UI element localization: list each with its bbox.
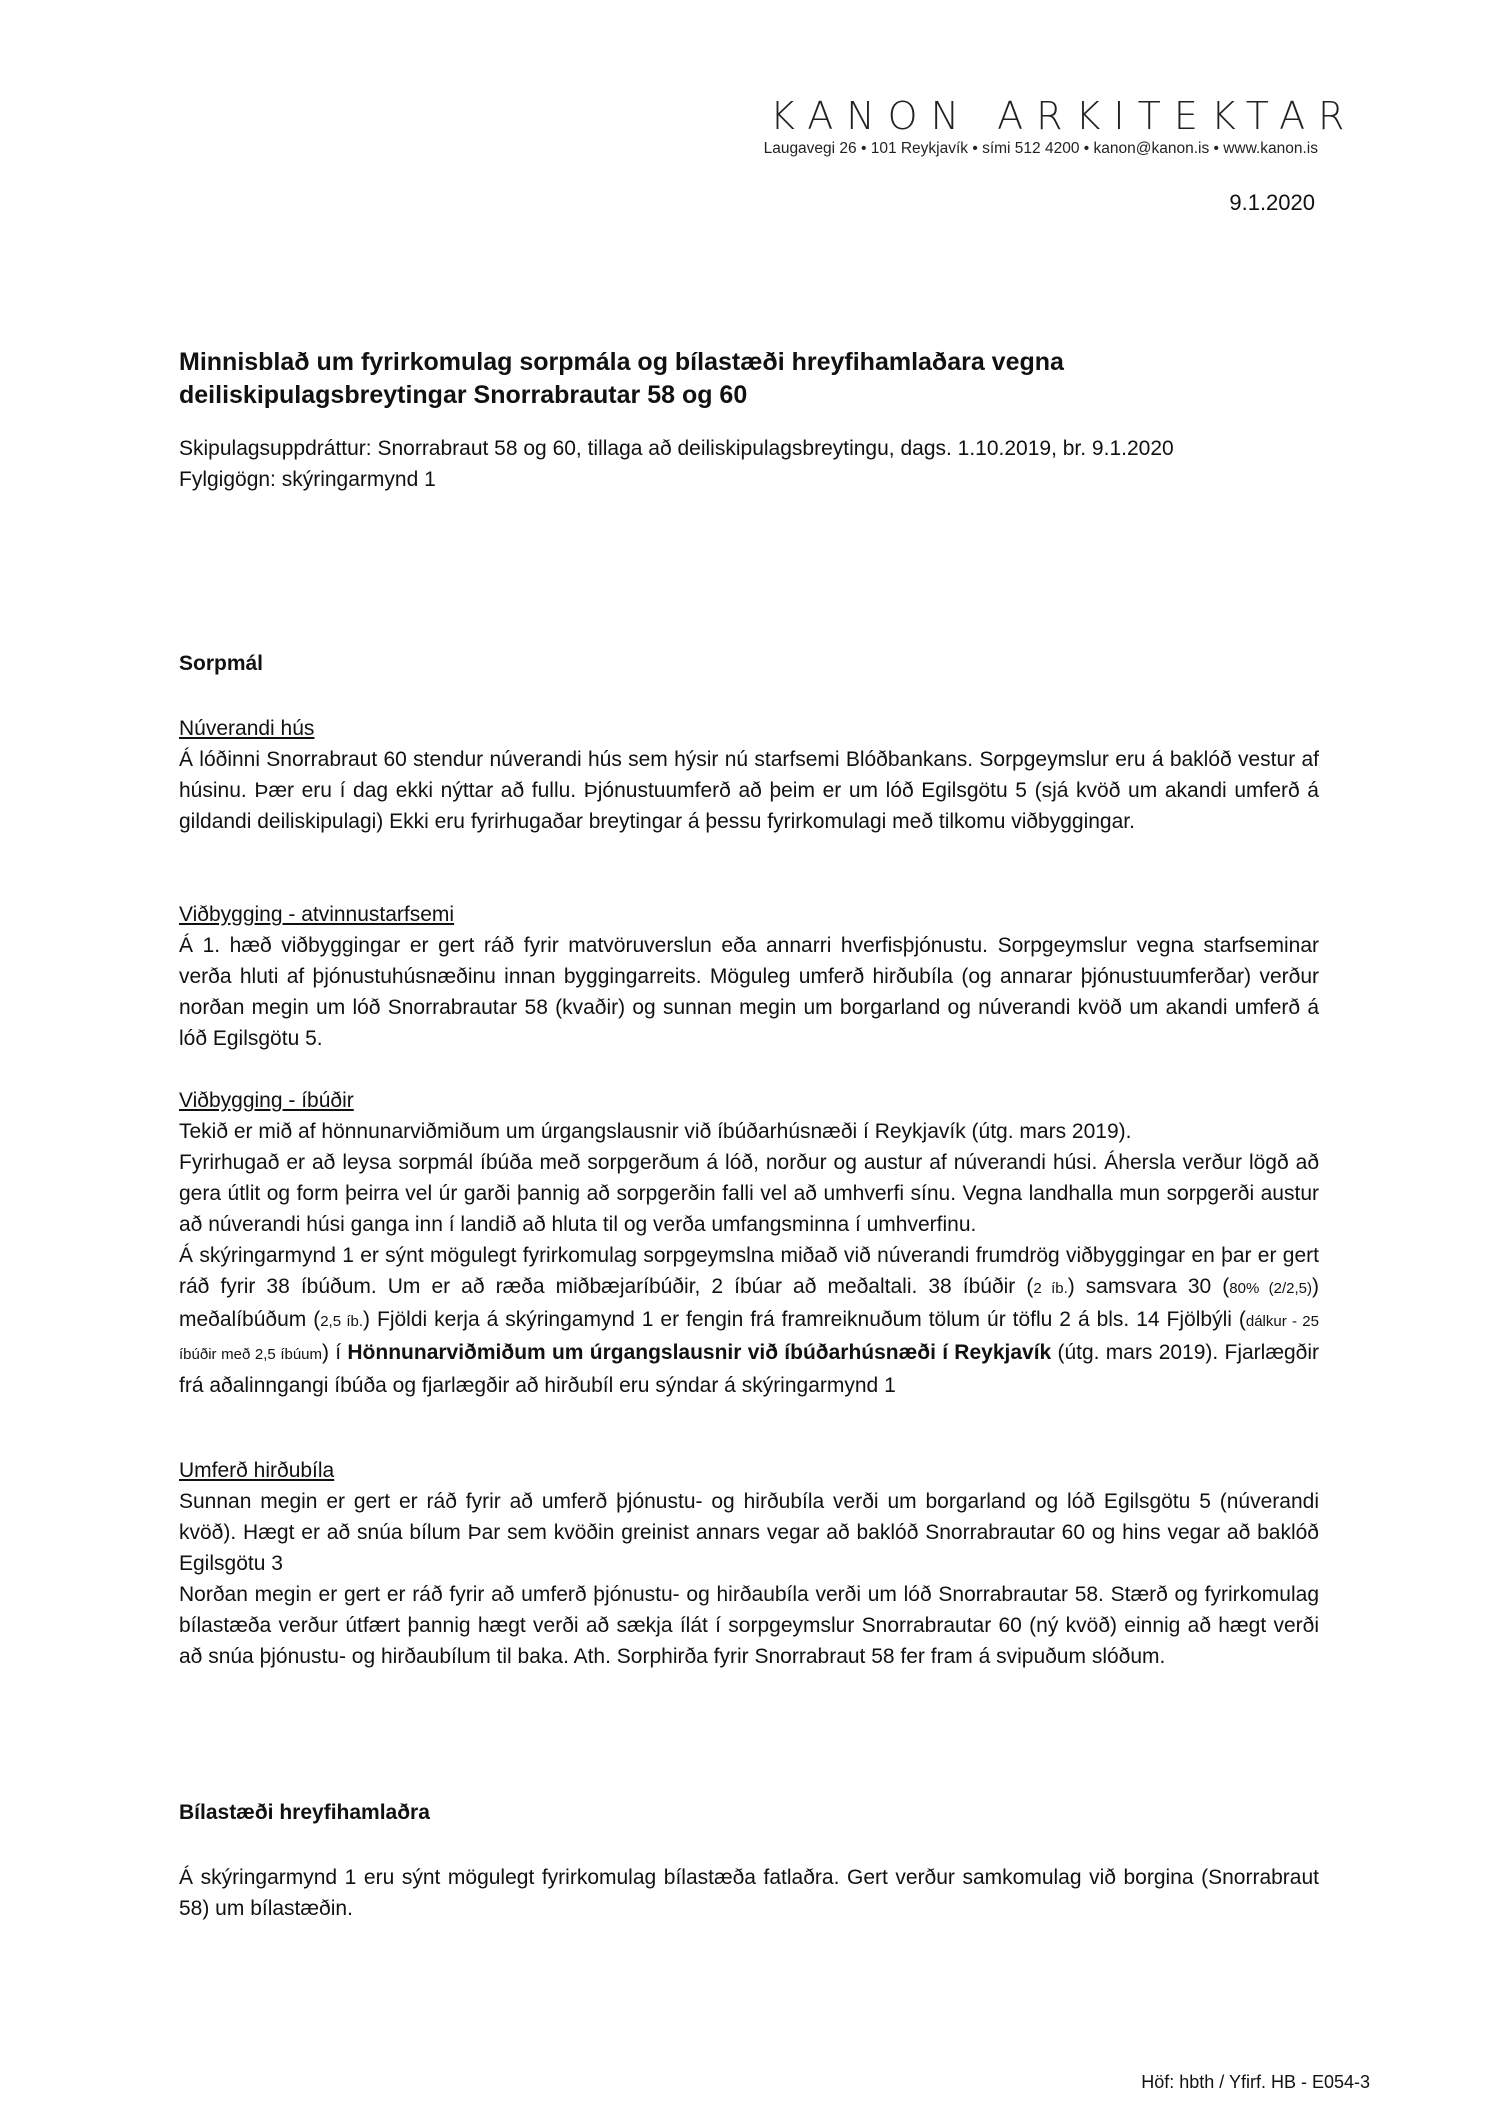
- paragraph-ibudir-2: Fyrirhugað er að leysa sorpmál íbúða með sorpgerðum á lóð, norður og austur af núverandi húsi. Áhersla verður lögð að gera útlit og form þeirra vel úr garði þannig að sorpgerðin falli vel að umhverfi sínu. Vegna landhalla mun sorpgerði austur að núverandi húsi ganga inn í landið að hluta til og verða umfangsminna í umhverfinu.: [179, 1151, 1319, 1236]
- document-footer: Höf: hbth / Yfirf. HB - E054-3: [1141, 2072, 1370, 2092]
- heading-bilastaedi: Bílastæði hreyfihamlaðra: [179, 1801, 430, 1824]
- section-nuverandi-hus: [179, 713, 1319, 837]
- paragraph-bilastaedi: Á skýringarmynd 1 eru sýnt mögulegt fyrirkomulag bílastæða fatlaðra. Gert verður samkomulag við borgina (Snorrabraut 58) um bílastæðin.: [179, 1866, 1319, 1920]
- company-logo: KANON ARKITEKTAR: [770, 94, 1358, 138]
- ibudir-3-text-c: ) samsvara 30 (: [1067, 1275, 1230, 1298]
- company-address: Laugavegi 26 • 101 Reykjavík • sími 512 4200 • kanon@kanon.is • www.kanon.is: [763, 140, 1318, 157]
- ibudir-3-bold-reference: Hönnunarviðmiðum um úrgangslausnir við íbúðarhúsnæði í Reykjavík: [347, 1341, 1052, 1364]
- ibudir-3-text-a: Á skýringarmynd 1 er sýnt mögulegt fyrirkomulag sorpgeymslna miðað við núverandi frumdrög viðbyggingar en þar er gert ráð fyrir 38 íbúðum. Um er að ræða miðbæjaríbúðir, 2 íbúar að meðaltali. 38 íbúðir (: [179, 1244, 1319, 1298]
- meta-line-1: Skipulagsuppdráttur: Snorrabraut 58 og 60, tillaga að deiliskipulagsbreytingu, dags. 1.10.2019, br. 9.1.2020: [179, 437, 1174, 460]
- ibudir-3-text-g: ) Fjöldi kerja á skýringamynd 1 er fengin frá framreiknuðum tölum úr töflu 2 á bls. 14 Fjölbýli (: [363, 1308, 1246, 1331]
- document-meta: [179, 433, 1329, 495]
- paragraph-nuverandi-hus: Á lóðinni Snorrabraut 60 stendur núverandi hús sem hýsir nú starfsemi Blóðbankans. Sorpgeymslur eru á baklóð vestur af húsinu. Þær eru í dag ekki nýttar að fullu. Þjónustuumferð að þeim er um lóð Egilsgötu 5 (sjá kvöð um akandi umferð á gildandi deiliskipulagi) Ekki eru fyrirhugaðar breytingar á þessu fyrirkomulagi með tilkomu viðbyggingar.: [179, 748, 1319, 833]
- paragraph-umferd-1: Sunnan megin er gert er ráð fyrir að umferð þjónustu- og hirðubíla verði um borgarland og lóð Egilsgötu 5 (núverandi kvöð). Hægt er að snúa bílum Þar sem kvöðin greinist annars vegar að baklóð Snorrabrautar 60 og hins vegar að baklóð Egilsgötu 3: [179, 1490, 1319, 1575]
- subheading-umferd-hirdubila: Umferð hirðubíla: [179, 1459, 335, 1482]
- section-umferd-hirdubila: [179, 1455, 1319, 1672]
- paragraph-ibudir-3: [179, 1240, 1319, 1401]
- meta-line-2: Fylgigögn: skýringarmynd 1: [179, 468, 436, 491]
- ibudir-3-text-e: ) meðalíbúðum (: [179, 1275, 1320, 1331]
- ibudir-3-small-d: 80% (2/2,5): [1229, 1280, 1313, 1297]
- paragraph-atvinnustarfsemi: Á 1. hæð viðbyggingar er gert ráð fyrir matvöruverslun eða annarri hverfisþjónustu. Sorpgeymslur vegna starfseminar verða hluti af þjónustuhúsnæðinu innan byggingarreits. Möguleg umferð hirðubíla (og annarar þjónustuumferðar) verður norðan megin um lóð Snorrabrautar 58 (kvaðir) og sunnan megin um borgarland og núverandi kvöð um akandi umferð á lóð Egilsgötu 5.: [179, 934, 1319, 1050]
- heading-sorpmal: Sorpmál: [179, 652, 264, 675]
- title-line-2: deiliskipulagsbreytingar Snorrabrautar 58 og 60: [179, 381, 748, 409]
- paragraph-umferd-2: Norðan megin er gert er ráð fyrir að umferð þjónustu- og hirðaubíla verði um lóð Snorrabrautar 58. Stærð og fyrirkomulag bílastæða verður útfært þannig hægt verði að sækja ílát í sorpgeymslur Snorrabrautar 60 (ný kvöð) einnig að hægt verði að snúa þjónustu- og hirðaubílum til baka. Ath. Sorphirða fyrir Snorrabraut 58 fer fram á svipuðum slóðum.: [179, 1583, 1319, 1668]
- ibudir-3-small-f: 2,5 íb.: [320, 1313, 364, 1330]
- document-date: 9.1.2020: [1229, 190, 1315, 215]
- ibudir-3-text-i: ) í: [322, 1341, 348, 1364]
- section-atvinnustarfsemi: [179, 899, 1319, 1054]
- section-ibudir: [179, 1085, 1319, 1401]
- title-line-1: Minnisblað um fyrirkomulag sorpmála og bílastæði hreyfihamlaðara vegna: [179, 348, 1064, 376]
- ibudir-3-small-b: 2 íb.: [1033, 1280, 1068, 1297]
- ibudir-3-small-h: dálkur - 25 íbúðir með 2,5 íbúum: [179, 1313, 1319, 1363]
- section-bilastaedi: [179, 1862, 1319, 1924]
- subheading-atvinnustarfsemi: Viðbygging - atvinnustarfsemi: [179, 903, 455, 926]
- subheading-nuverandi-hus: Núverandi hús: [179, 717, 315, 740]
- paragraph-ibudir-1: Tekið er mið af hönnunarviðmiðum um úrgangslausnir við íbúðarhúsnæði í Reykjavík (útg. mars 2019).: [179, 1120, 1132, 1143]
- subheading-ibudir: Viðbygging - íbúðir: [179, 1089, 354, 1112]
- ibudir-3-text-k: (útg. mars 2019). Fjarlægðir frá aðalinngangi íbúða og fjarlægðir að hirðubíl eru sýndar á skýringarmynd 1: [179, 1341, 1320, 1397]
- document-title: [179, 346, 1319, 412]
